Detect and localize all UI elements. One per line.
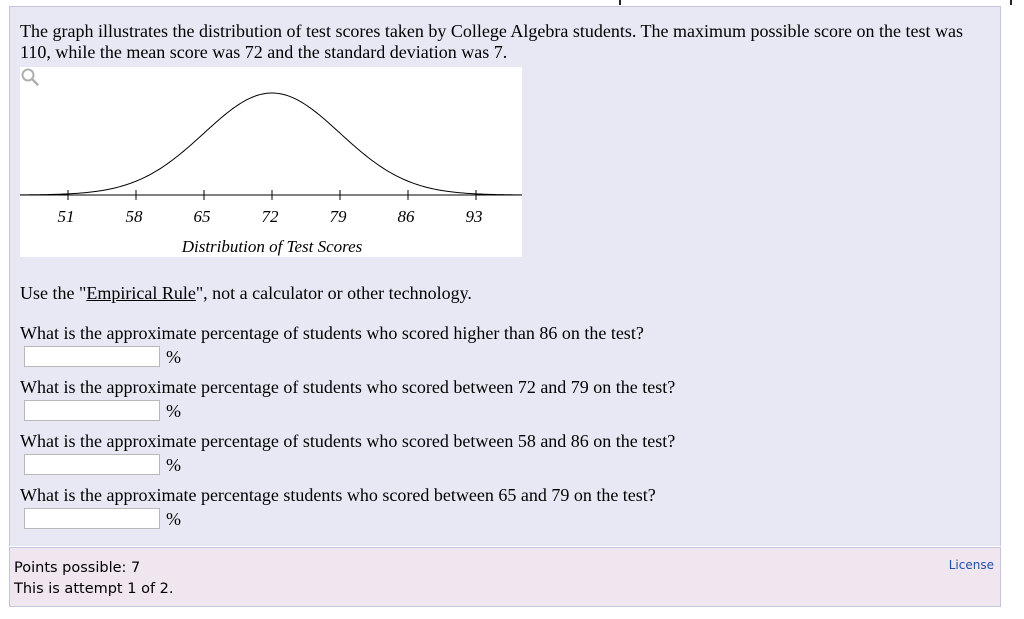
answer-input-2[interactable] xyxy=(24,400,160,421)
distribution-graph[interactable] xyxy=(20,67,522,257)
percent-unit: % xyxy=(166,509,181,529)
rule-suffix: ", not a calculator or other technology. xyxy=(195,283,472,303)
question-part-3 xyxy=(20,431,675,479)
question-part-4 xyxy=(20,485,656,533)
x-tick-label: 51 xyxy=(57,207,75,226)
question-part-1 xyxy=(20,323,644,371)
empirical-rule-link[interactable]: Empirical Rule xyxy=(86,283,196,303)
answer-row xyxy=(20,398,675,425)
question-intro: The graph illustrates the distribution of test scores taken by College Algebra students. The maximum possible score on the test was 110, while the mean score was 72 and the standard deviation was 7. xyxy=(20,21,963,62)
percent-unit: % xyxy=(166,401,181,421)
x-tick-label: 79 xyxy=(329,207,347,226)
x-tick-label: 65 xyxy=(193,207,211,226)
x-axis-tick-labels xyxy=(58,207,483,226)
points-possible: Points possible: 7 xyxy=(14,560,141,576)
answer-input-3[interactable] xyxy=(24,454,160,475)
question-text: What is the approximate percentage of students who scored between 58 and 86 on the test? xyxy=(20,431,676,451)
x-tick-label: 93 xyxy=(465,207,483,226)
x-tick-label: 58 xyxy=(125,207,143,226)
question-text: What is the approximate percentage of students who scored between 72 and 79 on the test? xyxy=(20,377,676,397)
question-text: What is the approximate percentage of students who scored higher than 86 on the test? xyxy=(20,323,644,343)
rule-prefix: Use the " xyxy=(20,283,87,303)
percent-unit: % xyxy=(166,347,181,367)
percent-unit: % xyxy=(166,455,181,475)
x-axis-label: Distribution of Test Scores xyxy=(181,237,363,256)
magnifier-icon[interactable] xyxy=(20,67,40,87)
x-tick-label: 72 xyxy=(261,207,279,226)
top-mark xyxy=(619,0,621,5)
question-box xyxy=(9,6,1001,546)
question-footer xyxy=(9,547,1001,607)
top-mark xyxy=(1010,0,1012,5)
question-text: What is the approximate percentage students who scored between 65 and 79 on the test? xyxy=(20,485,656,505)
answer-row xyxy=(20,452,675,479)
answer-input-1[interactable] xyxy=(24,346,160,367)
attempt-count: This is attempt 1 of 2. xyxy=(14,581,174,597)
normal-curve-chart xyxy=(20,67,522,257)
x-tick-label: 86 xyxy=(397,207,415,226)
license-link[interactable]: License xyxy=(948,558,994,572)
normal-curve xyxy=(20,93,522,195)
answer-row xyxy=(20,506,656,533)
answer-row xyxy=(20,344,644,371)
question-part-2 xyxy=(20,377,675,425)
empirical-rule-note xyxy=(20,283,472,304)
answer-input-4[interactable] xyxy=(24,508,160,529)
